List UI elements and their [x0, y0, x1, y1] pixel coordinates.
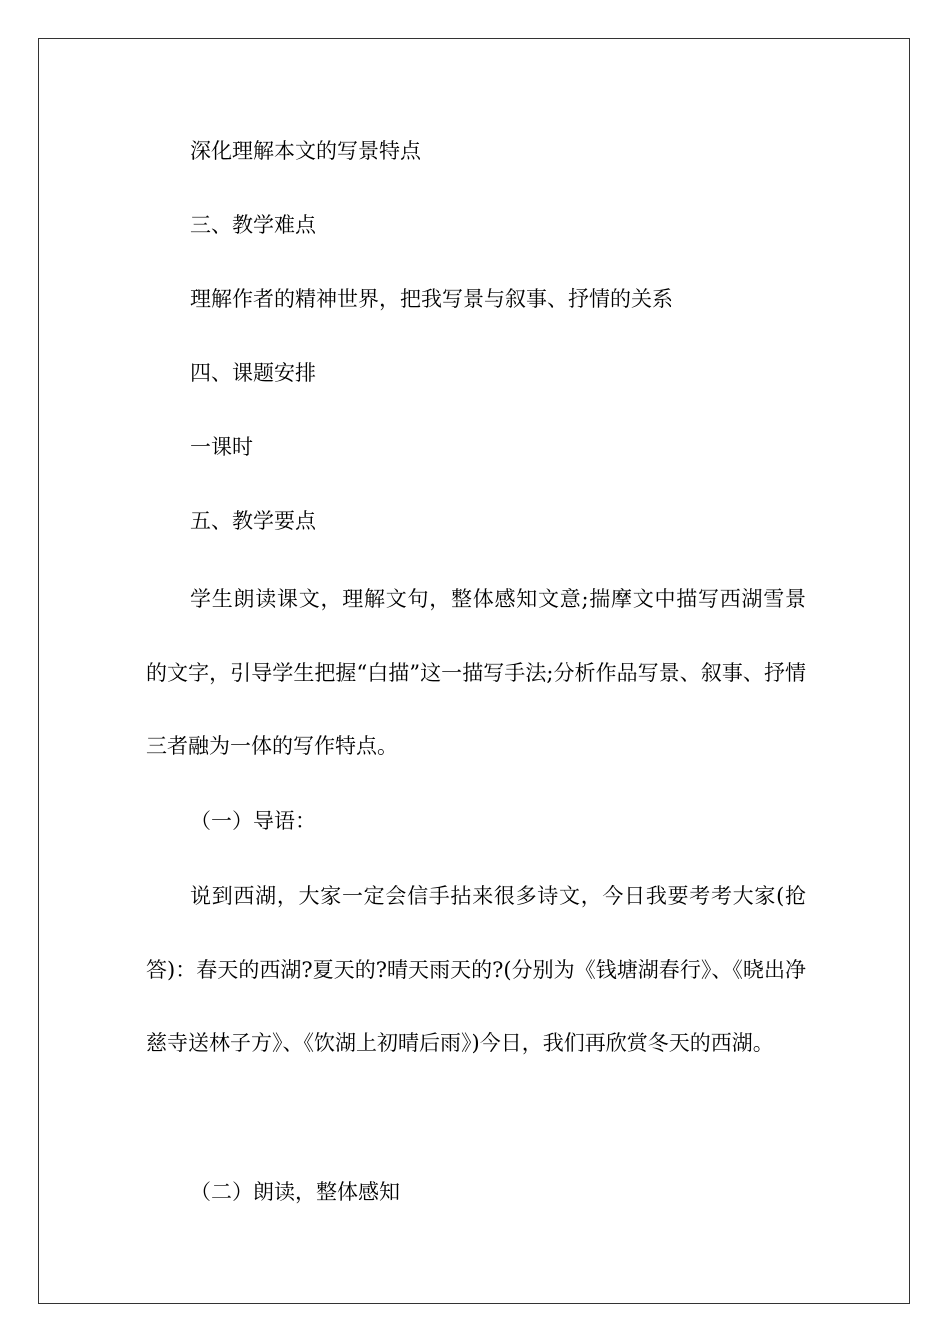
heading-lesson-arrangement: 四、课题安排 [190, 361, 316, 385]
paragraph-understanding-author: 理解作者的精神世界，把我写景与叙事、抒情的关系 [190, 287, 673, 311]
paragraph-introduction-body: 说到西湖，大家一定会信手拈来很多诗文，今日我要考考大家(抢答)：春天的西湖?夏天的?晴天雨天的?(分别为《钱塘湖春行》、《晓出净慈寺送林子方》、《饮湖上初晴后雨》)今日，我们再欣赏冬天的西湖。 [146, 884, 806, 1055]
paragraph-one-lesson: 一课时 [190, 435, 253, 459]
heading-teaching-key-points: 五、教学要点 [190, 509, 316, 533]
heading-introduction: （一）导语： [190, 809, 316, 833]
heading-teaching-difficulties: 三、教学难点 [190, 213, 316, 237]
heading-reading-perception: （二）朗读，整体感知 [190, 1180, 400, 1204]
paragraph-writing-features: 深化理解本文的写景特点 [190, 139, 421, 163]
paragraph-key-points-body: 学生朗读课文，理解文句，整体感知文意;揣摩文中描写西湖雪景的文字，引导学生把握“白描”这一描写手法;分析作品写景、叙事、抒情三者融为一体的写作特点。 [146, 587, 806, 758]
